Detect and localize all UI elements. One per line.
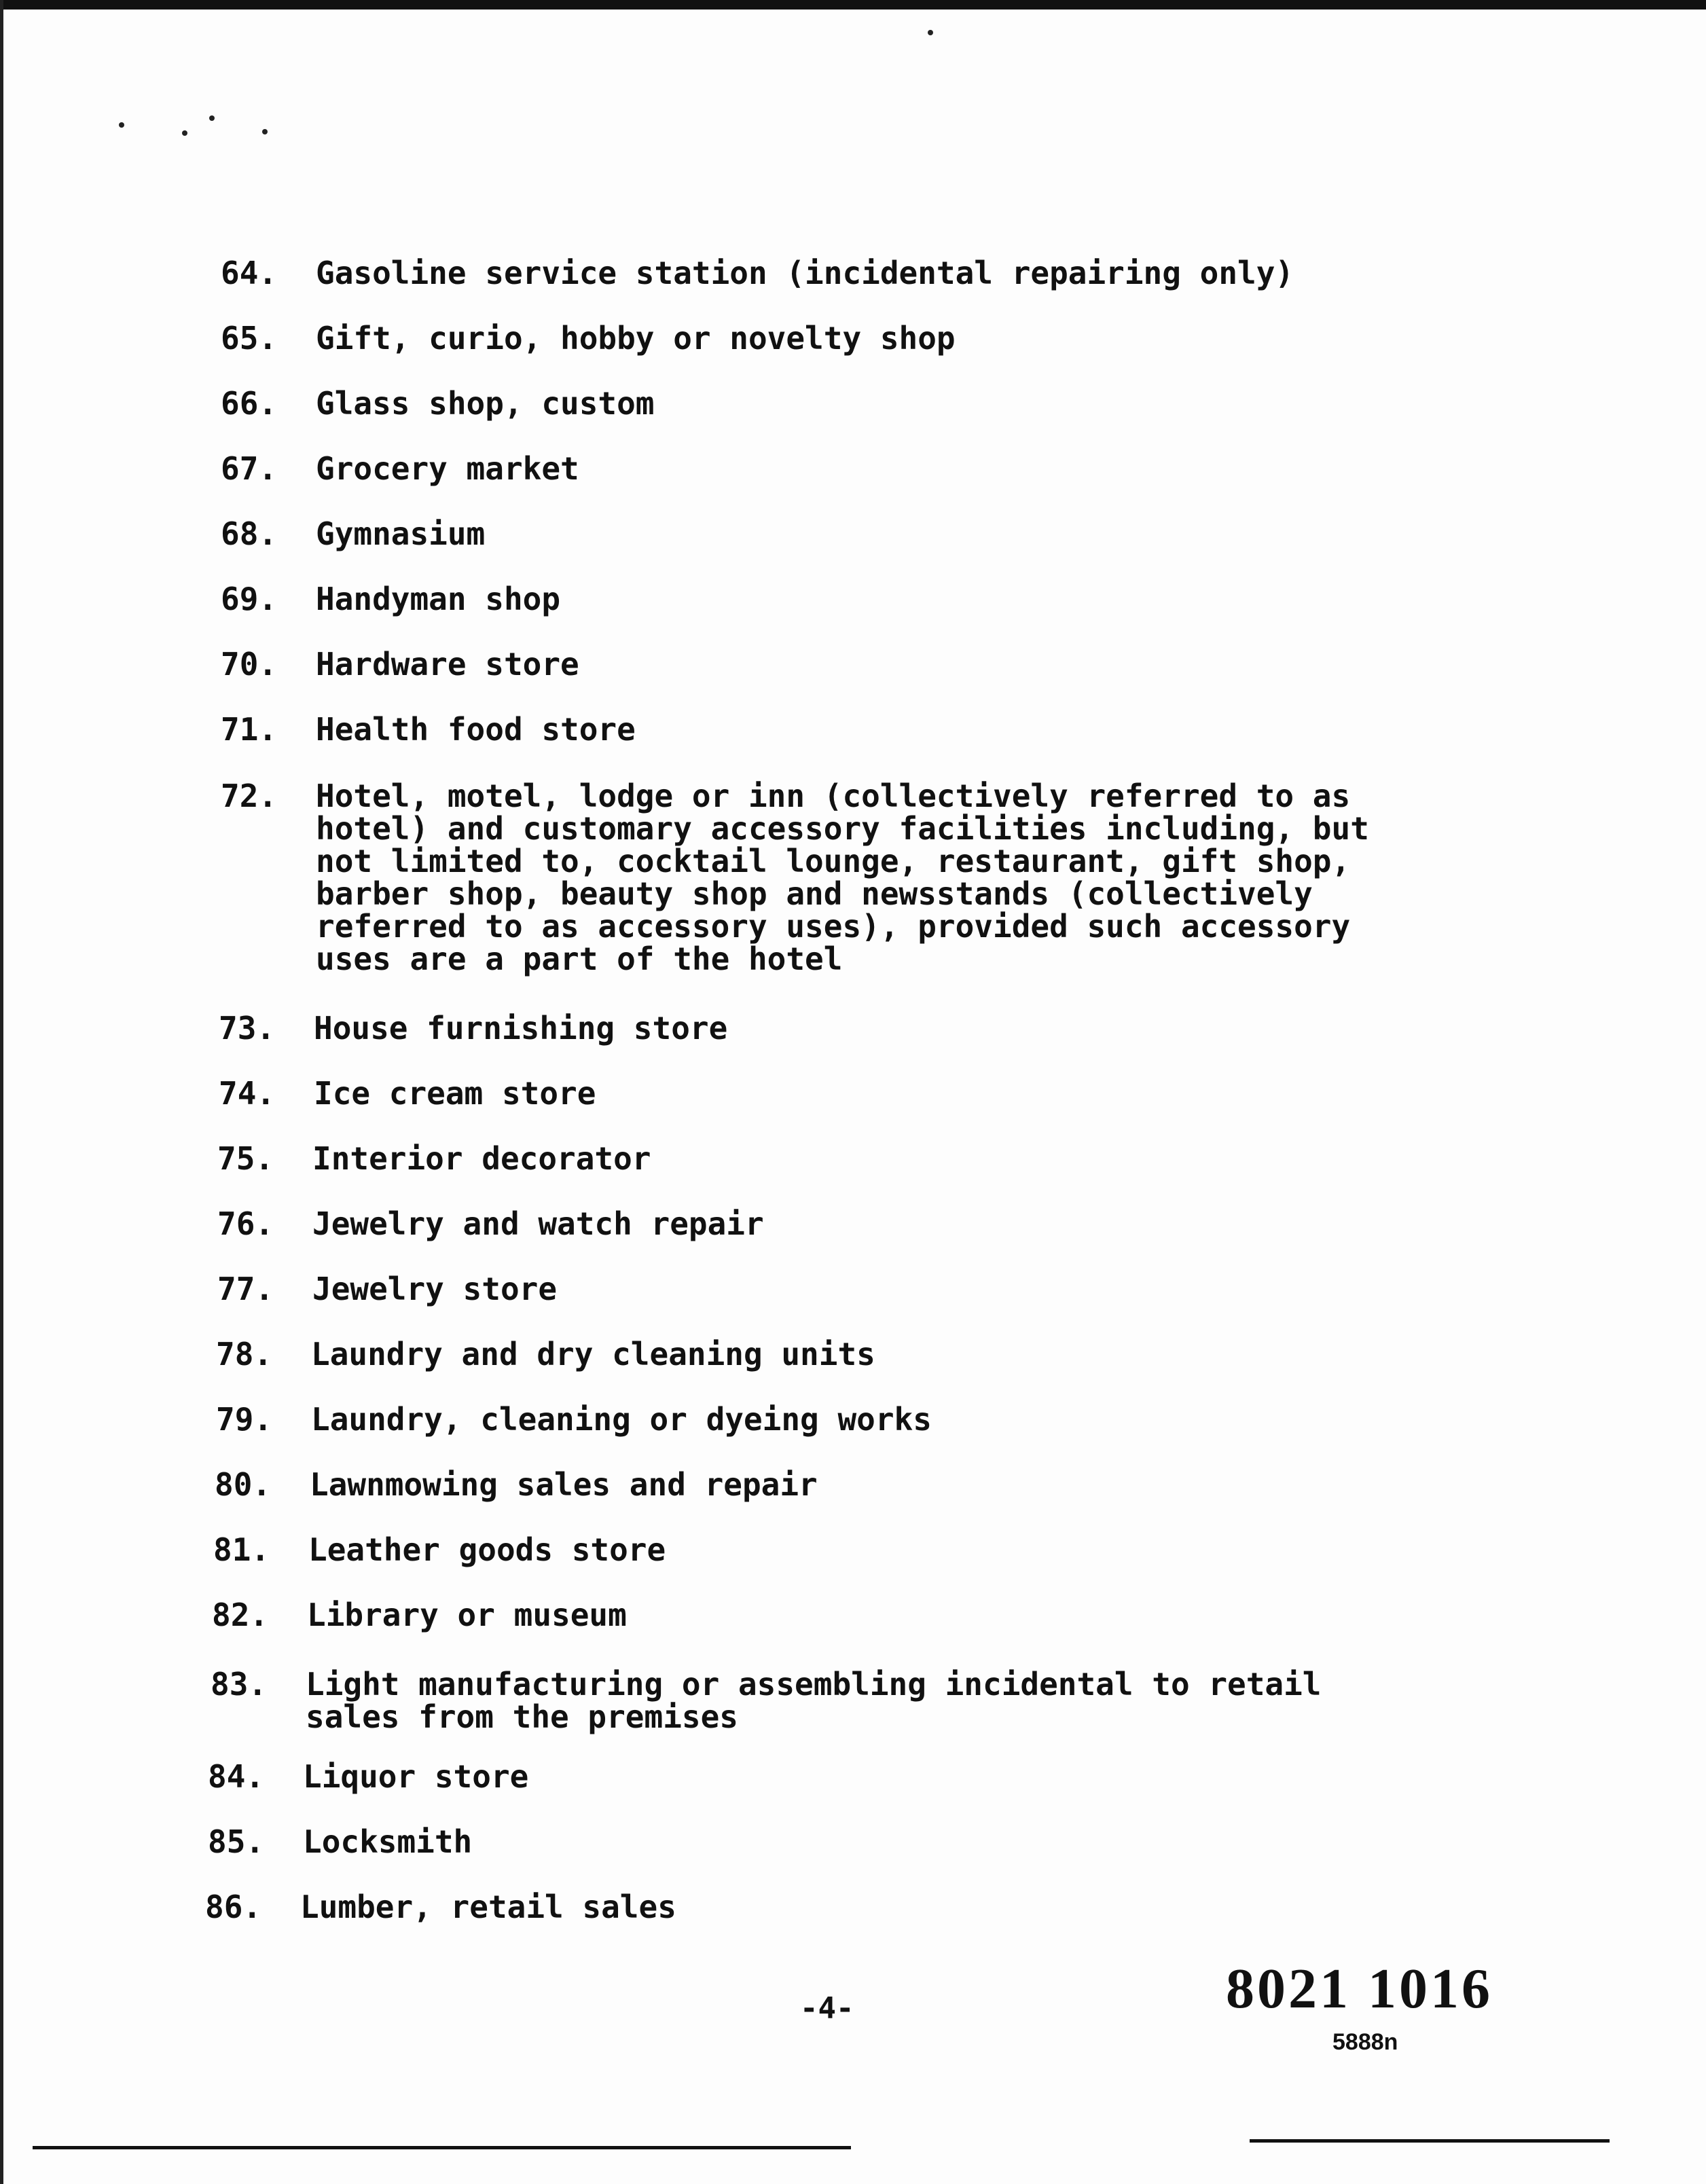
list-item-text: not limited to, cocktail lounge, restaurant, gift shop, (316, 843, 1351, 879)
scan-speck (209, 115, 215, 121)
list-item-number: 85. (208, 1823, 265, 1860)
list-item-text: Interior decorator (312, 1140, 651, 1177)
list-item-text: Glass shop, custom (316, 385, 655, 422)
list-item-text: Liquor store (303, 1758, 529, 1795)
list-item-text: uses are a part of the hotel (316, 941, 843, 977)
list-item-text: Leather goods store (308, 1531, 666, 1568)
document-number: 8021 1016 (1226, 1957, 1493, 2020)
list-item-text: Library or museum (307, 1597, 627, 1633)
scan-border-left (0, 0, 3, 2184)
list-item-number: 84. (208, 1758, 265, 1795)
list-item-number: 66. (221, 385, 278, 422)
list-item-number: 72. (221, 778, 278, 814)
list-item-number: 73. (219, 1010, 276, 1046)
list-item-text: Jewelry and watch repair (312, 1205, 764, 1242)
list-item-text: Laundry, cleaning or dyeing works (311, 1401, 932, 1438)
list-item-text: Locksmith (303, 1823, 473, 1860)
list-item-text: sales from the premises (306, 1698, 738, 1735)
list-item-number: 65. (221, 320, 278, 357)
bottom-rule-right (1250, 2139, 1610, 2143)
scan-speck (119, 122, 124, 128)
list-item-number: 76. (217, 1205, 274, 1242)
list-item-number: 70. (221, 646, 278, 682)
list-item-text: Grocery market (316, 450, 579, 487)
list-item-text: Light manufacturing or assembling incidental to retail (306, 1666, 1322, 1703)
list-item-number: 64. (221, 255, 278, 291)
list-item-text: Ice cream store (314, 1075, 596, 1112)
list-item-number: 80. (215, 1466, 272, 1503)
page-number: -4- (800, 1991, 854, 2026)
list-item-text: Gymnasium (316, 515, 486, 552)
list-item-text: Gift, curio, hobby or novelty shop (316, 320, 956, 357)
list-item-text: Hardware store (316, 646, 579, 682)
list-item-number: 86. (205, 1889, 262, 1925)
list-item-text: Laundry and dry cleaning units (311, 1336, 875, 1372)
list-item-number: 78. (216, 1336, 273, 1372)
list-item-number: 69. (221, 581, 278, 617)
list-item-number: 74. (219, 1075, 276, 1112)
list-item-text: Lawnmowing sales and repair (310, 1466, 818, 1503)
list-item-text: Jewelry store (312, 1271, 558, 1307)
list-item-text: hotel) and customary accessory facilities including, but (316, 810, 1369, 847)
list-item-text: House furnishing store (314, 1010, 728, 1046)
scan-border-top (0, 0, 1706, 10)
document-code: 5888n (1332, 2029, 1398, 2055)
list-item-number: 82. (212, 1597, 269, 1633)
list-item-number: 79. (216, 1401, 273, 1438)
list-item-text: referred to as accessory uses), provided such accessory (316, 908, 1351, 945)
list-item-text: Health food store (316, 711, 636, 748)
list-item-text: Handyman shop (316, 581, 561, 617)
scan-speck (928, 30, 933, 35)
scan-speck (262, 129, 268, 134)
list-item-number: 75. (217, 1140, 274, 1177)
list-item-number: 68. (221, 515, 278, 552)
list-item-number: 83. (211, 1666, 268, 1703)
list-item-number: 67. (221, 450, 278, 487)
list-item-text: Hotel, motel, lodge or inn (collectively referred to as (316, 778, 1351, 814)
list-item-number: 81. (213, 1531, 270, 1568)
scan-speck (182, 130, 187, 136)
list-item-number: 77. (217, 1271, 274, 1307)
list-item-text: Lumber, retail sales (300, 1889, 676, 1925)
list-item-text: barber shop, beauty shop and newsstands (collectively (316, 875, 1313, 912)
list-item-text: Gasoline service station (incidental repairing only) (316, 255, 1294, 291)
bottom-rule-left (33, 2146, 851, 2149)
list-item-number: 71. (221, 711, 278, 748)
